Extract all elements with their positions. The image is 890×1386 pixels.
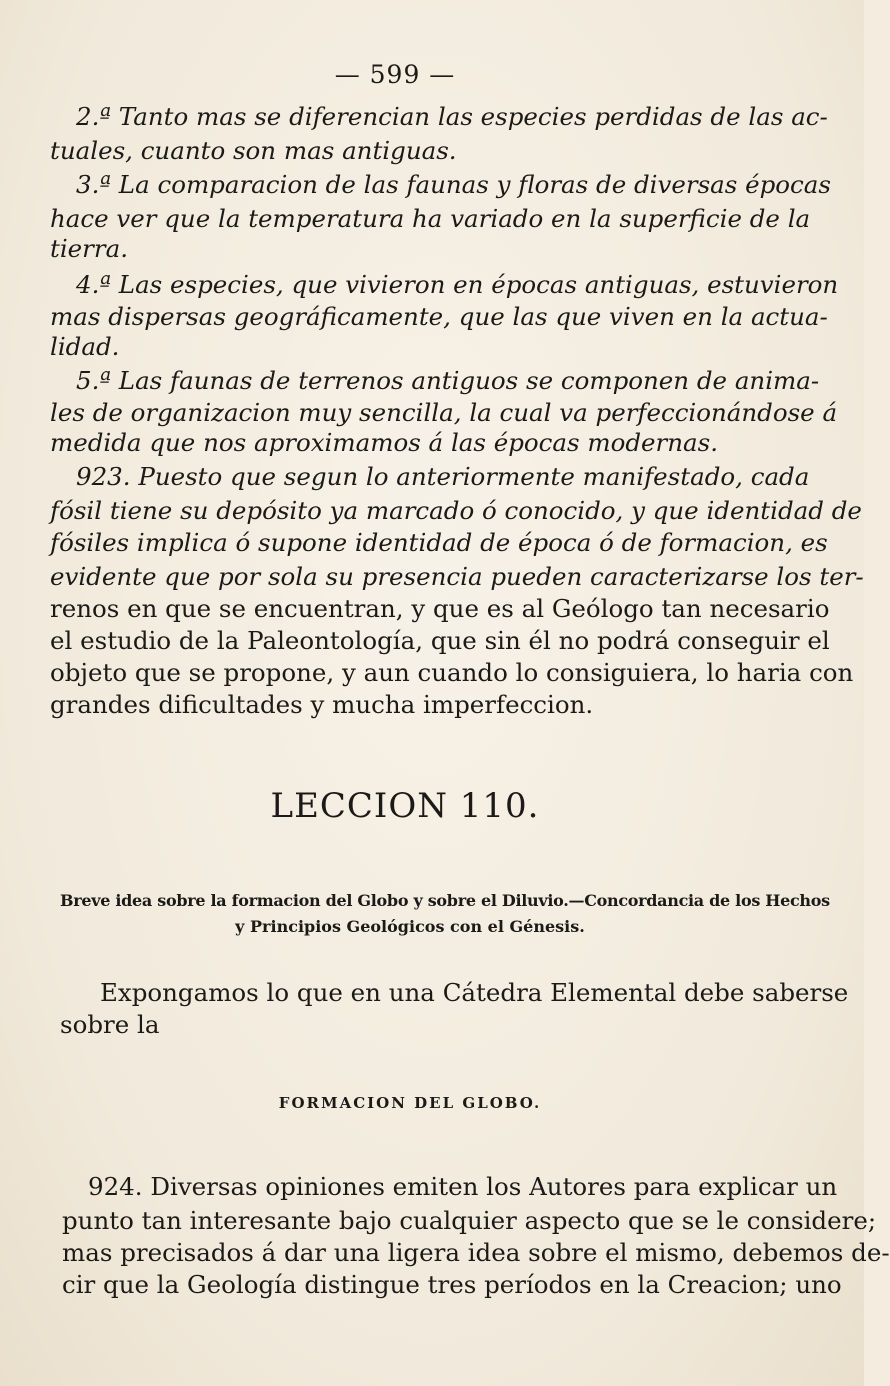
text-line: punto tan interesante bajo cualquier aspecto que se le considere; [62,1206,877,1235]
lesson-title: LECCION 110. [270,786,540,826]
text-line: mas dispersas geográficamente, que las que viven en la actua- [50,302,828,331]
text-line: objeto que se propone, y aun cuando lo consiguiera, lo haria con [50,658,854,687]
text-line: fósiles implica ó supone identidad de época ó de formacion, es [50,528,828,557]
page-number: — 599 — [334,60,456,89]
lesson-summary-line: y Principios Geológicos con el Génesis. [235,917,585,936]
text-line: 924. Diversas opiniones emiten los Autores para explicar un [88,1172,838,1201]
text-line: 3.ª La comparacion de las faunas y floras de diversas épocas [76,170,831,199]
text-line: sobre la [60,1010,160,1039]
text-line: grandes dificultades y mucha imperfeccion. [50,690,594,719]
text-line: les de organizacion muy sencilla, la cual va perfeccionándose á [50,398,838,427]
text-line: cir que la Geología distingue tres períodos en la Creacion; uno [62,1270,842,1299]
text-line: fósil tiene su depósito ya marcado ó conocido, y que identidad de [50,496,862,525]
text-line: el estudio de la Paleontología, que sin él no podrá conseguir el [50,626,830,655]
text-line: 5.ª Las faunas de terrenos antiguos se componen de anima- [76,366,820,395]
text-line: evidente que por sola su presencia pueden caracterizarse los ter- [50,562,864,591]
lesson-summary-line: Breve idea sobre la formacion del Globo y sobre el Diluvio.—Concordancia de los Hechos [60,891,830,910]
text-line: lidad. [50,332,120,361]
text-line: 2.ª Tanto mas se diferencian las especies perdidas de las ac- [76,102,828,131]
text-line: medida que nos aproximamos á las épocas modernas. [50,428,718,457]
text-line: tuales, cuanto son mas antiguas. [50,136,457,165]
text-line: Expongamos lo que en una Cátedra Elemental debe saberse [100,978,849,1007]
text-line: 923. Puesto que segun lo anteriormente manifestado, cada [76,462,810,491]
text-line: mas precisados á dar una ligera idea sobre el mismo, debemos de- [62,1238,890,1267]
text-line: renos en que se encuentran, y que es al Geólogo tan necesario [50,594,830,623]
text-line: 4.ª Las especies, que vivieron en épocas antiguas, estuvieron [76,270,839,299]
text-line: tierra. [50,234,128,263]
section-heading: FORMACION DEL GLOBO. [278,1094,542,1112]
text-line: hace ver que la temperatura ha variado en la superficie de la [50,204,811,233]
